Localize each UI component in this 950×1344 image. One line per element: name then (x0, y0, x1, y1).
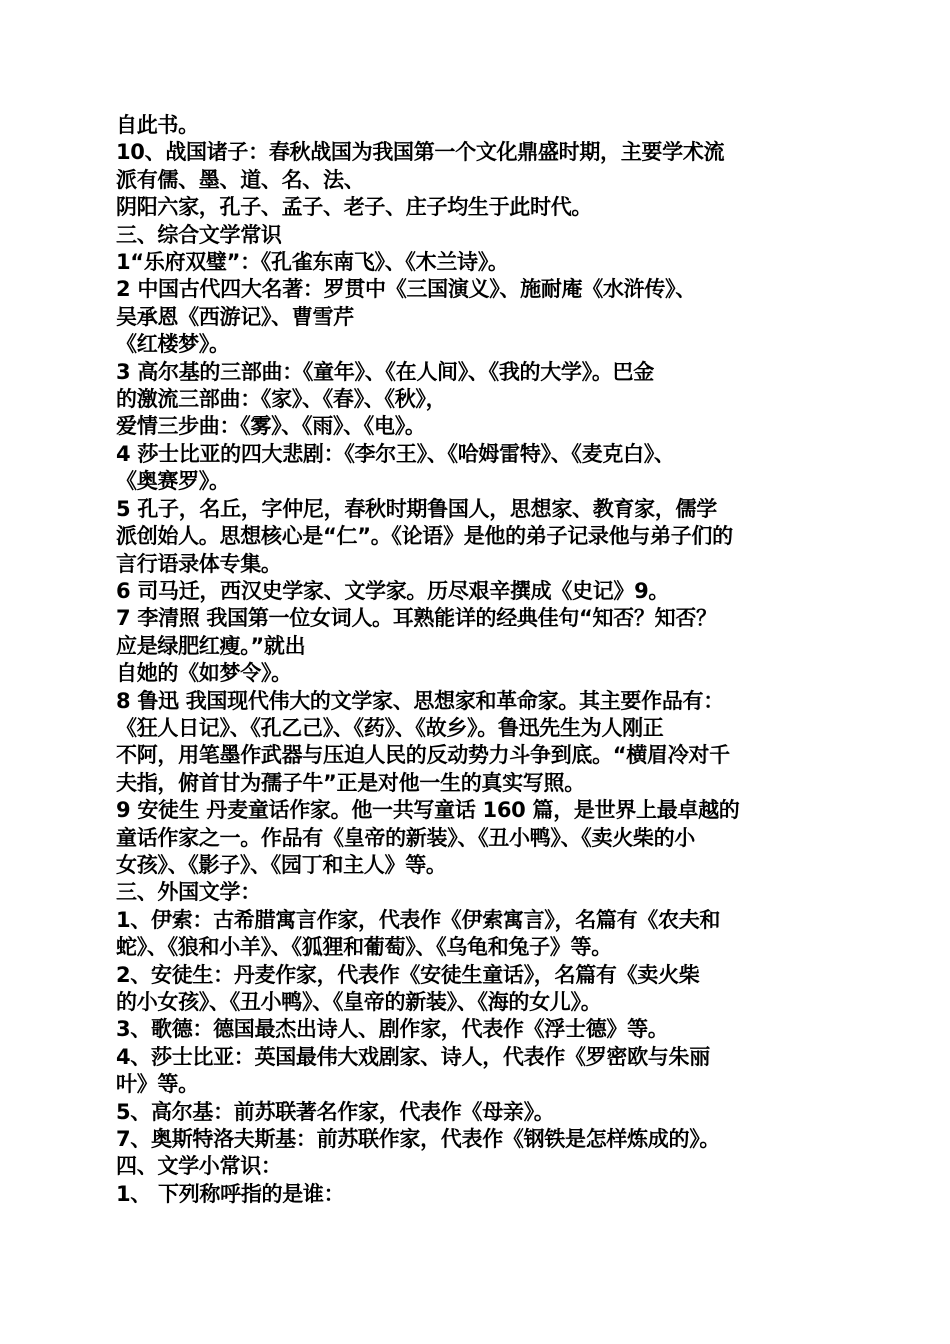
text-line: 童话作家之一。作品有《皇帝的新装》、《丑小鸭》、《卖火柴的小 (116, 825, 695, 850)
text-line: 派创始人。思想核心是“仁”。《论语》是他的弟子记录他与弟子们的 (116, 524, 733, 549)
text-line: 派有儒、墨、道、名、法、 (116, 167, 365, 192)
text-line: 7 李清照 我国第一位女词人。耳熟能详的经典佳句“知否？知否？ (116, 606, 717, 631)
text-line: 阴阳六家，孔子、孟子、老子、庄子均生于此时代。 (116, 195, 593, 220)
text-line: 10、战国诸子：春秋战国为我国第一个文化鼎盛时期，主要学术流 (116, 140, 725, 165)
text-line: 9 安徒生 丹麦童话作家。他一共写童话 160 篇，是世界上最卓越的 (116, 798, 740, 823)
text-line: 5、高尔基：前苏联著名作家，代表作《母亲》。 (116, 1099, 555, 1124)
text-line: 爱情三步曲：《雾》、《雨》、《电》。 (116, 414, 426, 439)
text-line: 4 莎士比亚的四大悲剧：《李尔王》、《哈姆雷特》、《麦克白》、 (116, 441, 675, 466)
text-line: 3 高尔基的三部曲：《童年》、《在人间》、《我的大学》。巴金 (116, 359, 654, 384)
text-line: 应是绿肥红瘦。”就出 (116, 633, 306, 658)
text-line: 《奥赛罗》。 (116, 469, 230, 494)
text-line: 《狂人日记》、《孔乙己》、《药》、《故乡》。鲁迅先生为人刚正 (116, 715, 664, 740)
text-line: 2 中国古代四大名著：罗贯中《三国演义》、施耐庵《水浒传》、 (116, 277, 696, 302)
text-line: 自此书。 (116, 113, 199, 137)
text-line: 《红楼梦》。 (116, 332, 230, 357)
section-heading: 四、文学小常识： (116, 1154, 282, 1179)
text-line: 的小女孩》、《丑小鸭》、《皇帝的新装》、《海的女儿》。 (116, 990, 602, 1014)
text-line: 7、奥斯特洛夫斯基：前苏联作家，代表作《钢铁是怎样炼成的》。 (116, 1127, 721, 1152)
text-line: 女孩》、《影子》、《园丁和主人》等。 (116, 852, 447, 877)
text-line: 1、 下列称呼指的是谁： (116, 1181, 345, 1206)
text-line: 叶》等。 (116, 1072, 199, 1097)
text-line: 不阿，用笔墨作武器与压迫人民的反动势力斗争到底。“横眉冷对千 (116, 743, 730, 768)
text-line: 2、安徒生：丹麦作家，代表作《安徒生童话》，名篇有《卖火柴 (116, 962, 700, 987)
text-line: 蛇》、《狼和小羊》、《狐狸和葡萄》、《乌龟和兔子》等。 (116, 935, 612, 960)
text-line: 1、伊索：古希腊寓言作家，代表作《伊索寓言》，名篇有《农夫和 (116, 907, 721, 932)
text-line: 8 鲁迅 我国现代伟大的文学家、思想家和革命家。其主要作品有： (116, 688, 724, 713)
text-line: 自她的《如梦令》。 (116, 661, 292, 686)
text-line: 4、莎士比亚：英国最伟大戏剧家、诗人，代表作《罗密欧与朱丽 (116, 1044, 710, 1069)
text-line: 的激流三部曲：《家》、《春》、《秋》， (116, 387, 447, 412)
text-line: 6 司马迁，西汉史学家、文学家。历尽艰辛撰成《史记》9。 (116, 578, 670, 603)
text-line: 5 孔子，名丘，字仲尼，春秋时期鲁国人，思想家、教育家，儒学 (116, 496, 717, 521)
text-line: 1“乐府双璧”：《孔雀东南飞》、《木兰诗》。 (116, 250, 509, 275)
section-heading: 三、外国文学： (116, 880, 261, 905)
text-line: 3、歌德：德国最杰出诗人、剧作家，代表作《浮士德》等。 (116, 1017, 669, 1042)
document-body (116, 112, 838, 1208)
text-line: 吴承恩《西游记》、曹雪芹 (116, 304, 354, 329)
section-heading: 三、综合文学常识 (116, 222, 282, 247)
text-line: 夫指，俯首甘为孺子牛”正是对他一生的真实写照。 (116, 770, 585, 795)
text-line: 言行语录体专集。 (116, 551, 282, 576)
